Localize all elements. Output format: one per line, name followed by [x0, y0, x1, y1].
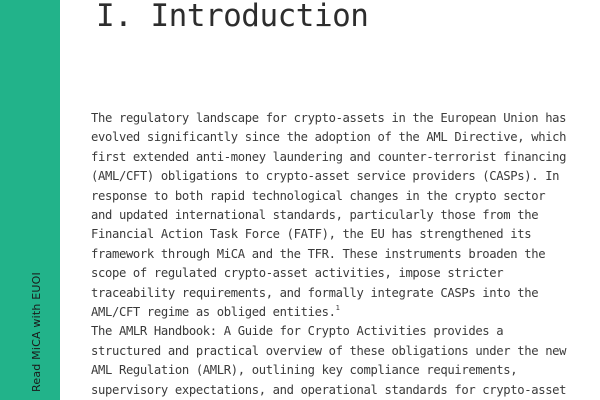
paragraph-2 [91, 322, 571, 400]
paragraph-1 [91, 109, 571, 322]
paragraph-1-text: The regulatory landscape for crypto-assets in the European Union has evolved significantly since the adoption of the AML Directive, which first extended anti-money laundering and counter-terrorist financing (AML/CFT) obligations to crypto-asset service providers (CASPs). In response to both rapid technological changes in the crypto sector and updated international standards, particularly those from the Financial Action Task Force (FATF), the EU has strengthened its framework through MiCA and the TFR. These instruments broaden the scope of regulated crypto-asset activities, impose stricter traceability requirements, and formally integrate CASPs into the AML/CFT regime as obliged entities. [91, 111, 567, 320]
body-text [91, 109, 571, 400]
page-title: I. Introduction [96, 0, 369, 34]
sidebar-accent [0, 0, 60, 400]
sidebar-label: Read MiCA with EUOI [30, 272, 43, 392]
footnote-marker: 1 [335, 304, 340, 313]
paragraph-2-text: The AMLR Handbook: A Guide for Crypto Activities provides a structured and practical overview of these obligations under the new AML Regulation (AMLR), outlining key compliance requirements, supervisory expectations, and operational standards for crypto-asset [91, 324, 567, 397]
